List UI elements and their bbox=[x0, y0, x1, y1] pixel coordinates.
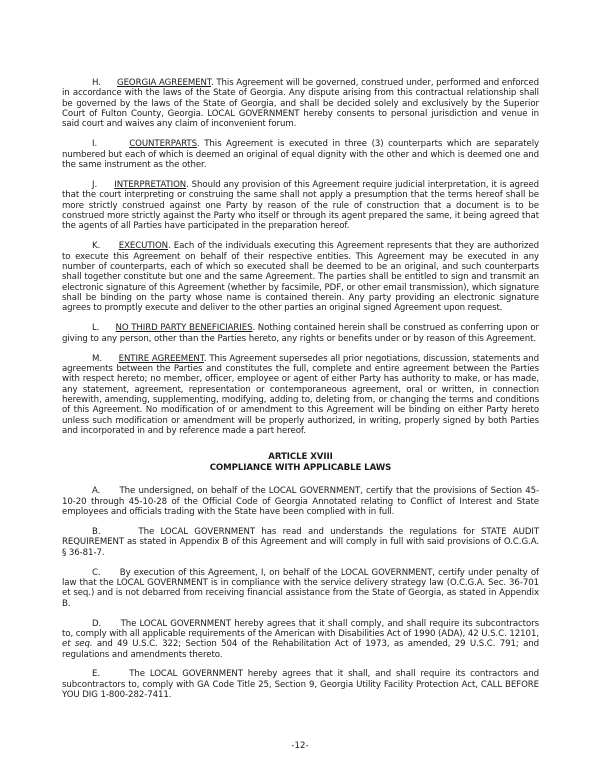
section-h bbox=[62, 78, 539, 130]
section-j bbox=[62, 180, 539, 232]
section-label: D. bbox=[92, 618, 102, 629]
section-text: . Each of the individuals executing this Agreement represents that they are authorized to execute this Agreement on behalf of their respective entities. This Agreement may be executed in any number of counterparts, each of which so executed shall be deemed to be an original, and such counterparts shall together constitute but one and the same Agreement. The parties shall be entitled to sign and transmit an electronic signature of this Agreement (whether by facsimile, PDF, or other email transmission), which signature shall be binding on the party whose name is contained therein. Any party providing an electronic signature agrees to promptly execute and deliver to the other parties an original signed Agreement upon request. bbox=[62, 241, 539, 314]
section-c bbox=[62, 568, 539, 609]
section-m bbox=[62, 354, 539, 437]
section-label: I. bbox=[92, 139, 98, 150]
section-text: The LOCAL GOVERNMENT hereby agrees that it shall comply, and shall require its subcontractors to, comply with all applicable requirements of the American with Disabilities Act of 1990 (ADA), 42 U.S.C. 12101, bbox=[62, 618, 539, 639]
section-label: A. bbox=[92, 486, 101, 497]
section-label: E. bbox=[92, 669, 101, 680]
section-title: INTERPRETATION bbox=[114, 179, 187, 190]
section-label: L. bbox=[92, 323, 100, 334]
section-text-italic: et seq. bbox=[62, 639, 93, 650]
section-title: ENTIRE AGREEMENT bbox=[118, 353, 204, 364]
section-text: . This Agreement will be governed, construed under, performed and enforced in accordance with the laws of the State of Georgia. Any dispute arising from this contractual relationship shall be governed by the laws of the State of Georgia, and shall be decided solely and exclusively by the Superior Court of Fulton County, Georgia. LOCAL GOVERNMENT hereby consents to personal jurisdiction and venue in said court and waives any claim of inconvenient forum. bbox=[62, 78, 539, 130]
section-label: K. bbox=[92, 241, 101, 252]
section-label: C. bbox=[92, 567, 101, 578]
section-a bbox=[62, 486, 539, 517]
section-k bbox=[62, 241, 539, 313]
section-text-tail: and 49 U.S.C. 322; Section 504 of the Rehabilitation Act of 1973, as amended, 29 U.S.C. 791; and regulations and amendments thereto. bbox=[62, 639, 539, 660]
section-b bbox=[62, 527, 539, 558]
section-text: The undersigned, on behalf of the LOCAL GOVERNMENT, certify that the provisions of Section 45-10-20 through 45-10-28 of the Official Code of Georgia Annotated relating to Conflict of Interest and State employees and officials trading with the State have been complied with in full. bbox=[62, 486, 539, 517]
document-body bbox=[62, 78, 539, 710]
section-text: The LOCAL GOVERNMENT has read and understands the regulations for STATE AUDIT REQUIREMENT as stated in Appendix B of this Agreement and will comply in full with said provisions of O.C.G.A. § 36-81-7. bbox=[62, 526, 539, 558]
section-title: EXECUTION bbox=[118, 241, 169, 252]
section-d bbox=[62, 619, 539, 660]
section-text: . This Agreement supersedes all prior negotiations, discussion, statements and agreements between the Parties and constitutes the full, complete and entire agreement between the Parties with respect hereto; no member, officer, employee or agent of either Party has authority to make, or has made, any statement, agreement, representation or contemporaneous agreement, oral or written, in connection herewith, amending, supplementing, modifying, adding to, deleting from, or changing the terms and conditions of this Agreement. No modification of or amendment to this Agreement will be binding on either Party hereto unless such modification or amendment will be properly authorized, in writing, properly signed by both Parties and incorporated in and by reference made a part hereof. bbox=[62, 353, 539, 436]
section-text: . Nothing contained herein shall be construed as conferring upon or giving to any person, other than the Parties hereto, any rights or benefits under or by reason of this Agreement. bbox=[62, 323, 539, 344]
page-number: -12- bbox=[291, 741, 309, 751]
section-l bbox=[62, 323, 539, 344]
article-number: ARTICLE XVIII bbox=[268, 452, 333, 463]
section-title: GEORGIA AGREEMENT bbox=[116, 78, 212, 88]
section-text: The LOCAL GOVERNMENT hereby agrees that it shall, and shall require its contractors and subcontractors to, comply with GA Code Title 25, Section 9, Georgia Utility Facility Protection Act, CALL BEFORE YOU DIG 1-800-282-7411. bbox=[62, 669, 539, 701]
section-label: M. bbox=[92, 353, 102, 364]
section-text: . Should any provision of this Agreement require judicial interpretation, it is agreed that the court interpreting or construing the same shall not apply a presumption that the terms hereof shall be more strictly construed against one Party by reason of the rule of construction that a document is to be construed more strictly against the Party who itself or through its agent prepared the same, it being agreed that the agents of all Parties have participated in the preparation hereof. bbox=[62, 179, 539, 232]
section-i bbox=[62, 139, 539, 170]
section-label: H. bbox=[92, 78, 101, 88]
section-label: B. bbox=[92, 526, 101, 537]
section-label: J. bbox=[92, 179, 98, 190]
section-text: By execution of this Agreement, I, on behalf of the LOCAL GOVERNMENT, certify under penalty of law that the LOCAL GOVERNMENT is in compliance with the service delivery strategy law (O.C.G.A. Sec. 36-701 et seq.) and is not debarred from receiving financial assistance from the State of Georgia, as stated in Appendix B. bbox=[62, 567, 539, 609]
article-title: COMPLIANCE WITH APPLICABLE LAWS bbox=[209, 463, 392, 474]
section-title: COUNTERPARTS bbox=[129, 139, 197, 150]
section-e bbox=[62, 669, 539, 700]
section-text: . This Agreement is executed in three (3) counterparts which are separately numbered but each of which is deemed an original of equal dignity with the other and which is deemed one and the same instrument as the other. bbox=[62, 139, 540, 170]
article-heading bbox=[62, 452, 539, 474]
section-title: NO THIRD PARTY BENEFICIARIES bbox=[115, 323, 253, 334]
